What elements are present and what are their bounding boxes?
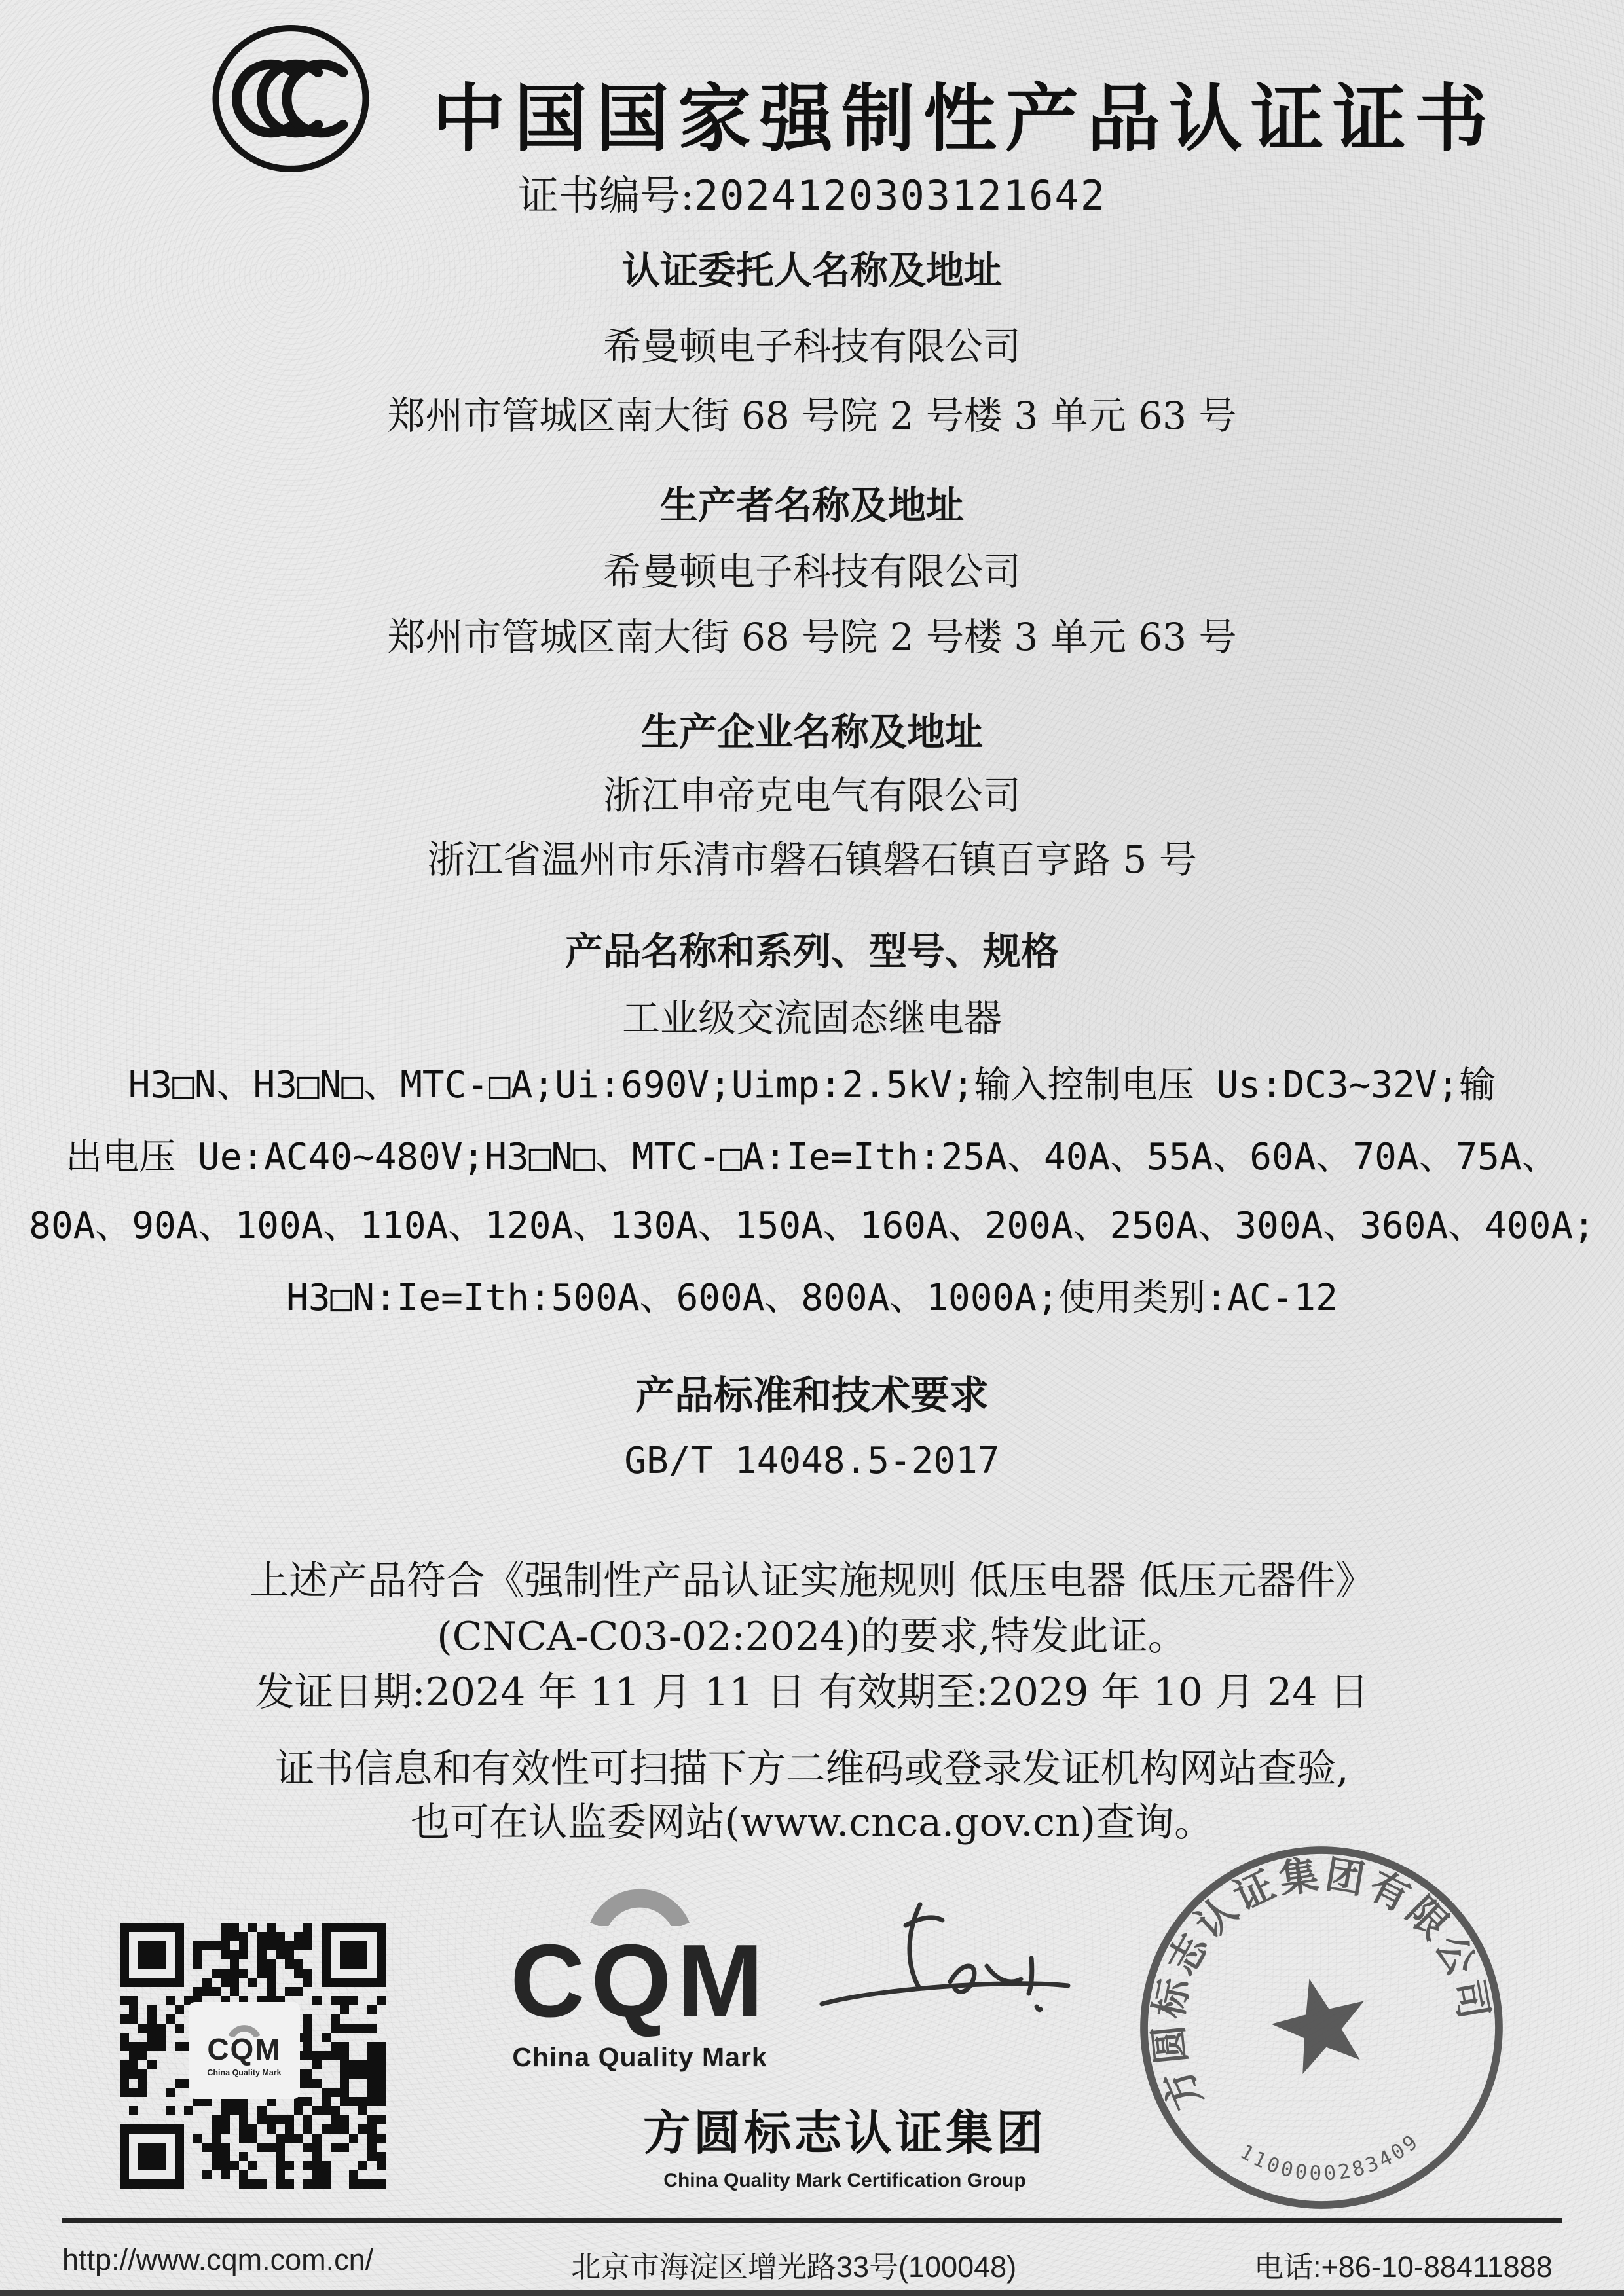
cqm-logo [499, 1888, 781, 2073]
qr-cqm-sublabel: China Quality Mark [207, 2068, 282, 2077]
footer-address: 北京市海淀区增光路33号(100048) [571, 2250, 1017, 2284]
statement-line-1: 上述产品符合《强制性产品认证实施规则 低压电器 低压元器件》 [249, 1558, 1375, 1604]
page-bottom-edge [0, 2290, 1624, 2296]
signature [815, 1895, 1077, 2049]
section-heading-producer: 生产者名称及地址 [659, 483, 964, 528]
statement-line-2: (CNCA-C03-02:2024)的要求,特发此证。 [437, 1614, 1187, 1660]
spec-line-2: 出电压 Ue:AC40~480V;H3□N□、MTC-□A:Ie=Ith:25A、40A、55A、60A、70A、75A、 [65, 1136, 1559, 1178]
footer-divider [62, 2218, 1562, 2223]
spec-line-3: 80A、90A、100A、110A、120A、130A、150A、160A、200A、250A、300A、360A、400A; [29, 1205, 1595, 1247]
applicant-address: 郑州市管城区南大街 68 号院 2 号楼 3 单元 63 号 [387, 393, 1237, 438]
certificate-number-label: 证书编号: [517, 172, 694, 219]
qr-center-logo [189, 2002, 300, 2099]
seal-ring-text: 方圆标志认证集团有限公司 [1145, 1851, 1498, 2117]
manufacturer-name: 浙江申帝克电气有限公司 [602, 773, 1021, 818]
section-heading-product: 产品名称和系列、型号、规格 [564, 929, 1059, 974]
qr-cqm-label: CQM [207, 2032, 282, 2066]
certificate-number-value: 2024120303121642 [693, 172, 1107, 219]
group-name-en: China Quality Mark Certification Group [663, 2170, 1026, 2191]
standard-value: GB/T 14048.5-2017 [624, 1440, 1000, 1482]
footer-phone: 电话:+86-10-88411888 [1254, 2250, 1553, 2284]
section-heading-standard: 产品标准和技术要求 [635, 1373, 989, 1419]
section-heading-manufacturer: 生产企业名称及地址 [640, 710, 983, 754]
footer-url: http://www.cqm.com.cn/ [62, 2243, 374, 2276]
section-heading-applicant: 认证委托人名称及地址 [621, 248, 1002, 293]
product-name: 工业级交流固态继电器 [621, 996, 1002, 1040]
ccc-logo-icon [208, 22, 373, 179]
svg-text:方圆标志认证集团有限公司 [1108, 1814, 1504, 2118]
statement-dates: 发证日期:2024 年 11 月 11 日 有效期至:2029 年 10 月 24 日 [255, 1669, 1369, 1715]
producer-name: 希曼顿电子科技有限公司 [602, 549, 1021, 594]
certification-group [625, 2095, 1064, 2192]
spec-line-1: H3□N、H3□N□、MTC-□A;Ui:690V;Uimp:2.5kV;输入控制电压 Us:DC3~32V;输 [128, 1064, 1496, 1106]
seal-serial: 1100000283409 [1236, 2129, 1425, 2186]
company-seal [1088, 1797, 1555, 2258]
cqm-wordmark: CQM [510, 1923, 769, 2039]
cqm-tagline: China Quality Mark [512, 2042, 767, 2072]
certificate-number-line [0, 172, 1624, 220]
producer-address: 郑州市管城区南大街 68 号院 2 号楼 3 单元 63 号 [387, 615, 1237, 659]
group-name-cn: 方圆标志认证集团 [642, 2105, 1046, 2160]
manufacturer-address: 浙江省温州市乐清市磐石镇磐石镇百亨路 5 号 [427, 837, 1197, 882]
spec-line-4: H3□N:Ie=Ith:500A、600A、800A、1000A;使用类别:AC-12 [286, 1277, 1338, 1319]
applicant-name: 希曼顿电子科技有限公司 [602, 324, 1021, 369]
note-line-2: 也可在认监委网站(www.cnca.gov.cn)查询。 [410, 1800, 1214, 1846]
note-line-1: 证书信息和有效性可扫描下方二维码或登录发证机构网站查验, [275, 1746, 1349, 1792]
page-title: 中国国家强制性产品认证证书 [432, 76, 1496, 162]
